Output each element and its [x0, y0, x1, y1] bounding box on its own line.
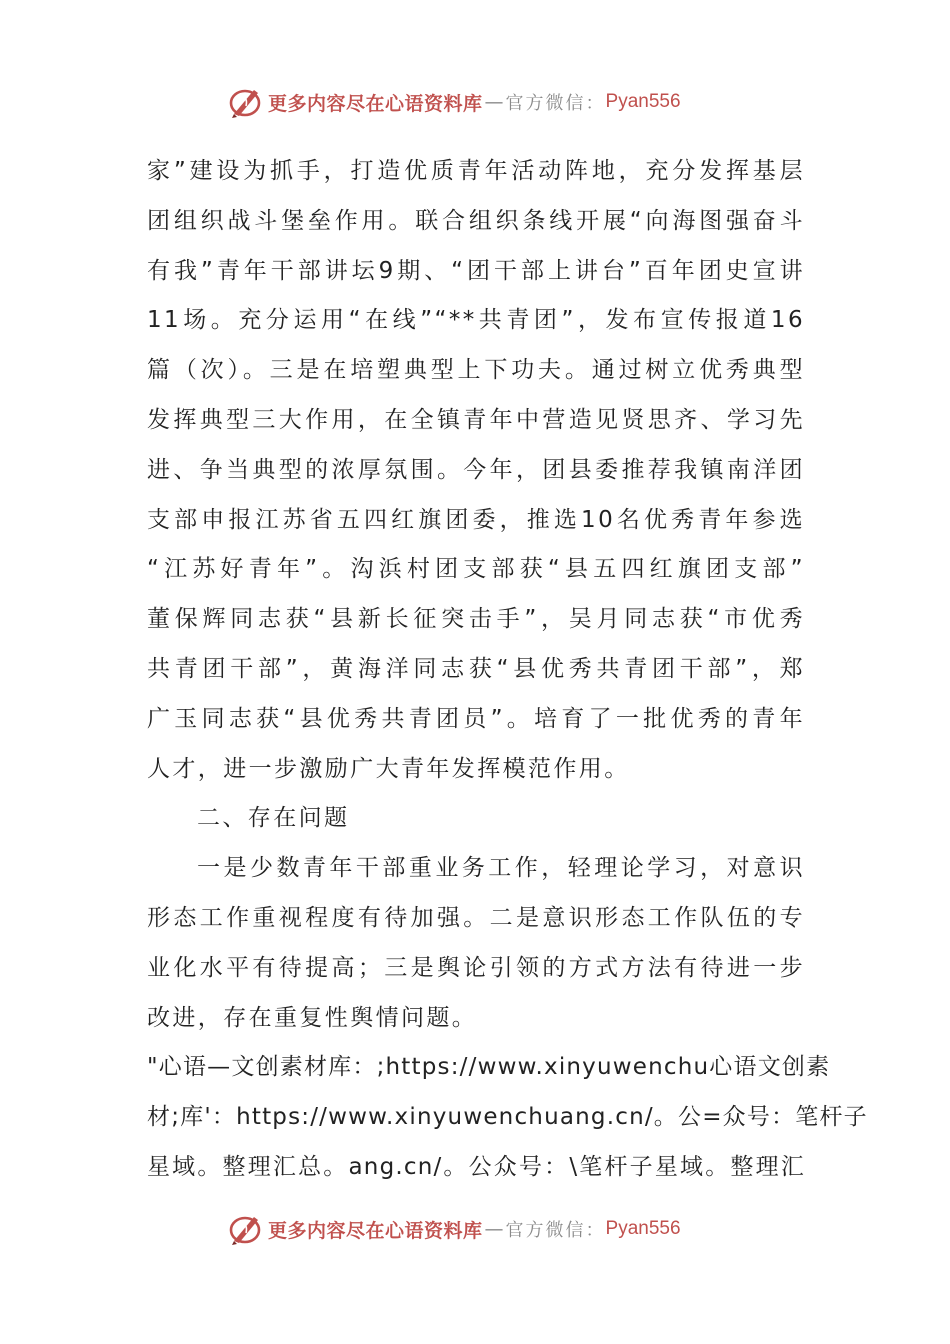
- text-line: 业化水平有待提高；三是舆论引领的方式方法有待进一步: [147, 954, 805, 981]
- banner-wechat-label: 官方微信：: [505, 93, 606, 114]
- banner-title: 更多内容尽在心语资料库: [268, 92, 483, 115]
- text-line: 进、争当典型的浓厚氛围。今年，团县委推荐我镇南洋团: [147, 456, 805, 483]
- header-banner: [228, 82, 748, 122]
- banner-title: 更多内容尽在心语资料库: [268, 1219, 483, 1242]
- text-line: “江苏好青年”。沟浜村团支部获“县五四红旗团支部”: [147, 556, 805, 583]
- text-line: 发挥典型三大作用，在全镇青年中营造见贤思齐、学习先: [147, 406, 805, 433]
- text-line: 广玉同志获“县优秀共青团员”。培育了一批优秀的青年: [147, 705, 805, 732]
- source-note-line: 材;库'：https://www.xinyuwenchuang.cn/。公=众号：笔杆子: [147, 1104, 868, 1131]
- text-line: 篇（次）。三是在培塑典型上下功夫。通过树立优秀典型: [147, 357, 805, 384]
- banner-wechat-label: 官方微信：: [505, 1220, 606, 1241]
- text-line: 家”建设为抓手，打造优质青年活动阵地，充分发挥基层: [147, 158, 805, 184]
- section-heading: 二、存在问题: [197, 805, 350, 832]
- pen-logo-icon: [228, 1211, 264, 1247]
- text-line: 改进，存在重复性舆情问题。: [147, 1004, 478, 1031]
- pen-logo-icon: [228, 84, 264, 120]
- text-line: 共青团干部”，黄海洋同志获“县优秀共青团干部”，郑: [147, 655, 805, 682]
- text-line: 人才，进一步激励广大青年发挥模范作用。: [147, 755, 630, 782]
- banner-dash: —: [484, 91, 504, 113]
- source-note-line: "心语—文创素材库：;https://www.xinyuwenchu心语文创素: [147, 1054, 831, 1081]
- text-line: 一是少数青年干部重业务工作，轻理论学习，对意识: [197, 855, 805, 882]
- text-line: 形态工作重视程度有待加强。二是意识形态工作队伍的专: [147, 904, 805, 931]
- text-line: 支部申报江苏省五四红旗团委，推选10名优秀青年参选: [147, 506, 805, 533]
- text-line: 团组织战斗堡垒作用。联合组织条线开展“向海图强奋斗: [147, 207, 805, 234]
- text-line: 董保辉同志获“县新长征突击手”，吴月同志获“市优秀: [147, 606, 805, 633]
- banner-dash: —: [484, 1218, 504, 1240]
- document-body: [147, 147, 868, 1193]
- banner-wechat-id: Pyan556: [605, 1218, 681, 1239]
- text-line: 有我”青年干部讲坛9期、“团干部上讲台”百年团史宣讲: [147, 257, 805, 284]
- banner-wechat-id: Pyan556: [605, 91, 681, 112]
- source-note-line: 星域。整理汇总。ang.cn/。公众号：\笔杆子星域。整理汇: [147, 1153, 805, 1180]
- text-line: 11场。充分运用“在线”“**共青团”，发布宣传报道16: [147, 307, 805, 334]
- footer-banner: [228, 1209, 748, 1249]
